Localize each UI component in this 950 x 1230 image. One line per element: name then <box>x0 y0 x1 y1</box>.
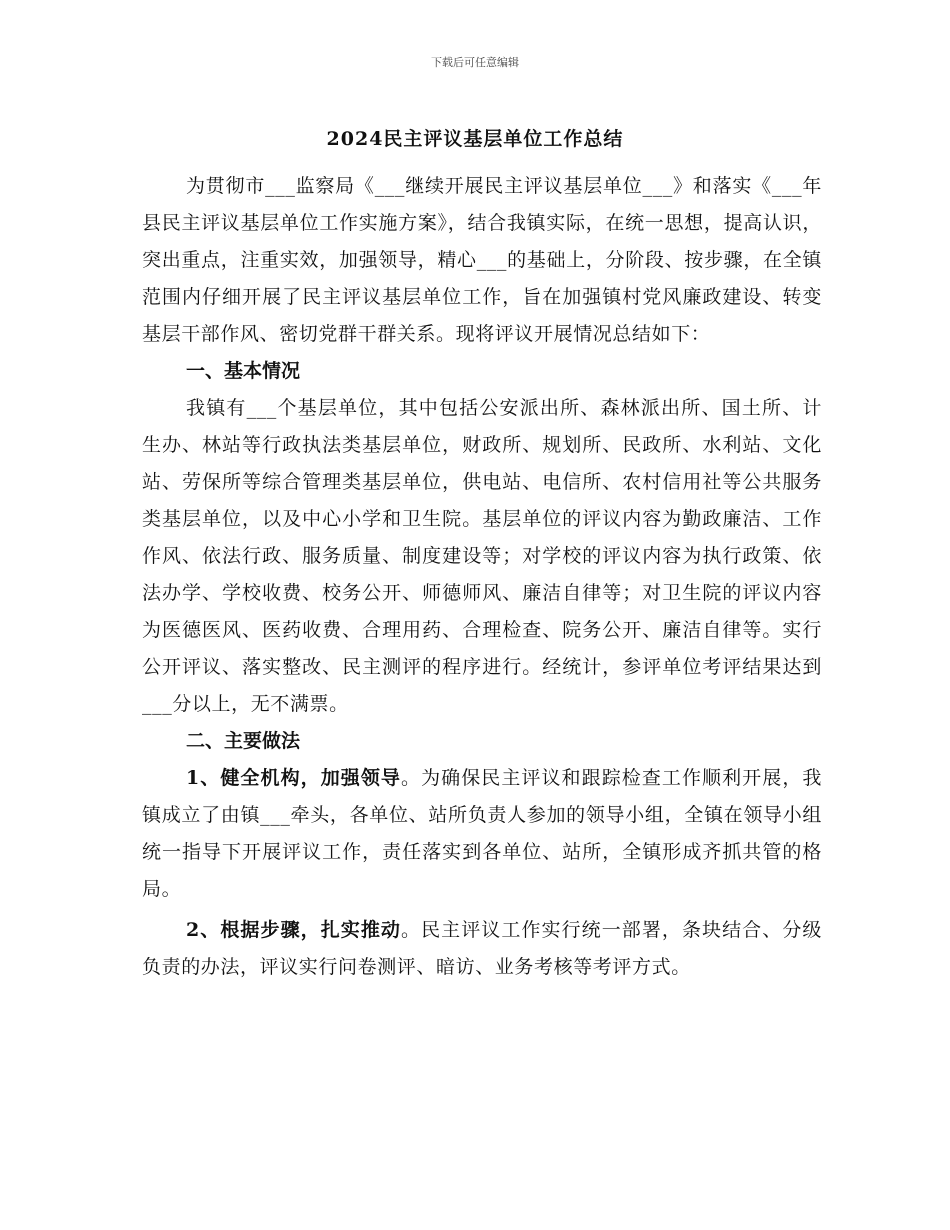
item1-lead: 1、健全机构，加强领导 <box>186 767 401 789</box>
document-title: 2024民主评议基层单位工作总结 <box>326 128 624 150</box>
section2-item2 <box>142 912 822 986</box>
item1-body: 。为确保民主评议和跟踪检查工作顺利开展，我镇成立了由镇___牵头，各单位、站所负责人参加的领导小组，全镇在领导小组统一指导下开展评议工作，责任落实到各单位、站所，全镇形成齐抓共管的格局。 <box>142 767 822 900</box>
section1-heading: 一、基本情况 <box>186 360 301 382</box>
document-body <box>142 168 822 986</box>
item2-lead: 2、根据步骤，扎实推动 <box>186 919 401 941</box>
section1-body: 我镇有___个基层单位，其中包括公安派出所、森林派出所、国土所、计生办、林站等行政执法类基层单位，财政所、规划所、民政所、水利站、文化站、劳保所等综合管理类基层单位，供电站、电信所、农村信用社等公共服务类基层单位，以及中心小学和卫生院。基层单位的评议内容为勤政廉洁、工作作风、依法行政、服务质量、制度建设等；对学校的评议内容为执行政策、依法办学、学校收费、校务公开、师德师风、廉洁自律等；对卫生院的评议内容为医德医风、医药收费、合理用药、合理检查、院务公开、廉洁自律等。实行公开评议、落实整改、民主测评的程序进行。经统计，参评单位考评结果达到___分以上，无不满票。 <box>142 397 822 715</box>
section2-item1 <box>142 760 822 908</box>
header-note: 下载后可任意编辑 <box>431 56 519 69</box>
section2-heading: 二、主要做法 <box>186 730 301 752</box>
item2-body: 。民主评议工作实行统一部署，条块结合、分级负责的办法，评议实行问卷测评、暗访、业务考核等考评方式。 <box>142 919 822 978</box>
intro-paragraph: 为贯彻市___监察局《___继续开展民主评议基层单位___》和落实《___年县民主评议基层单位工作实施方案》，结合我镇实际，在统一思想，提高认识，突出重点，注重实效，加强领导，精心___的基础上，分阶段、按步骤，在全镇范围内仔细开展了民主评议基层单位工作，旨在加强镇村党风廉政建设、转变基层干部作风、密切党群干群关系。现将评议开展情况总结如下： <box>142 175 822 345</box>
